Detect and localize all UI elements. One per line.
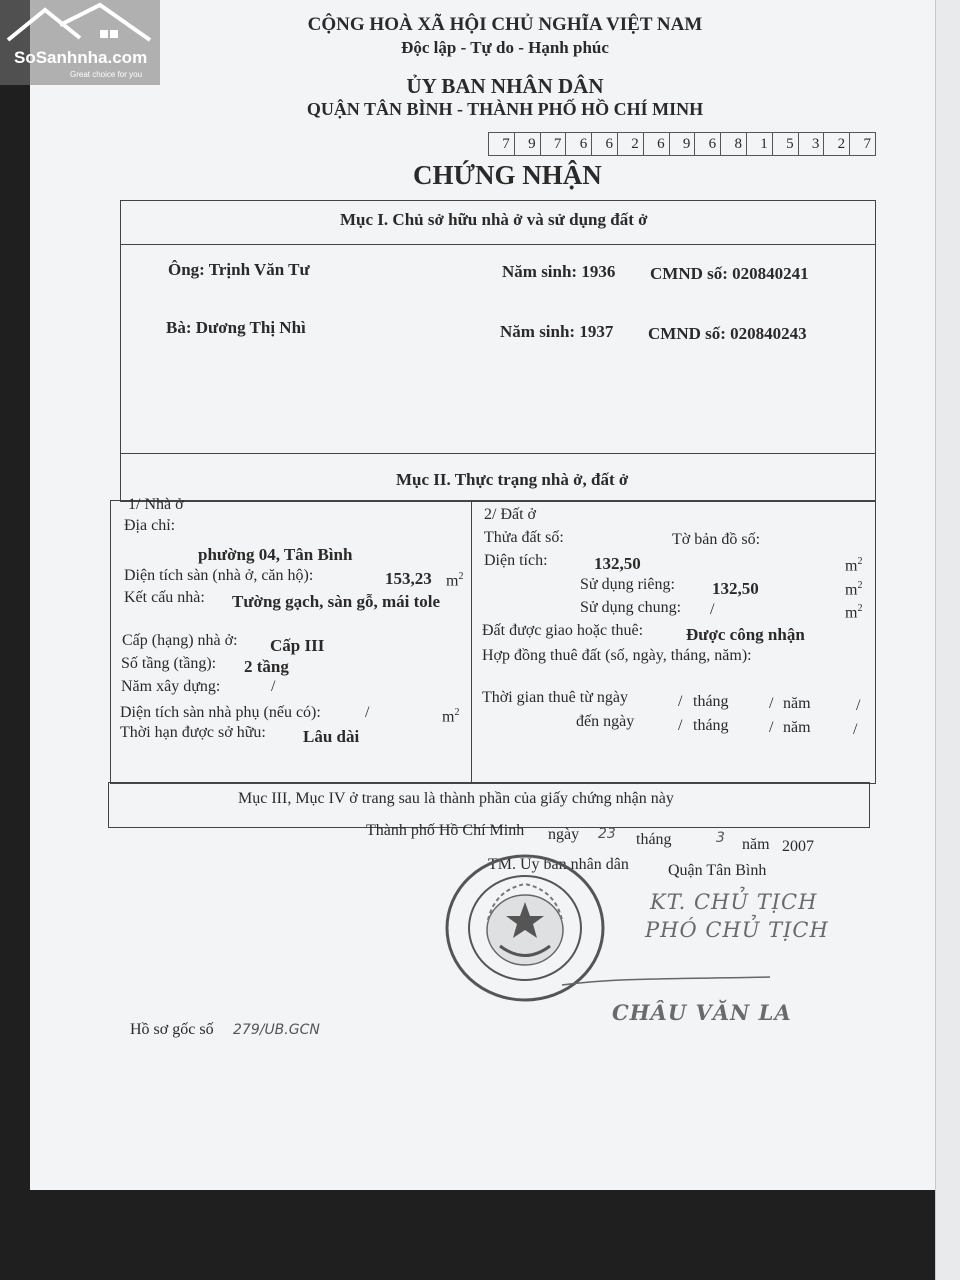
signer-name: CHÂU VĂN LA [612,1000,792,1025]
date-month-label: tháng [636,831,672,848]
district-heading: QUẬN TÂN BÌNH - THÀNH PHỐ HỒ CHÍ MINH [306,99,704,119]
watermark-tagline: Great choice for you [70,70,143,79]
lease-from-year-label: năm [783,695,811,712]
common-use-unit: $m^2$ [845,603,863,622]
section-frame-top [120,200,876,502]
authority-heading: ỦY BAN NHÂN DÂN [406,74,604,98]
aux-area-unit: $m^2$ [442,707,460,726]
date-day-label: ngày [548,826,580,843]
year-built-value: / [271,678,276,695]
signer-position-1: KT. CHỦ TỊCH [650,890,818,914]
private-use-value: 132,50 [712,579,759,598]
ownership-term-label: Thời hạn được sở hữu: [120,724,266,741]
record-label: Hồ sơ gốc số [130,1021,214,1038]
signer-position-2: PHÓ CHỦ TỊCH [645,918,829,942]
lease-to-month-label: tháng [693,717,729,734]
seal-text [440,850,441,851]
year-built-label: Năm xây dựng: [121,678,221,695]
address-label: Địa chỉ: [124,517,176,534]
lease-from-month-slash: / [769,695,774,712]
lease-to-year-label: năm [783,719,811,736]
common-use-label: Sử dụng chung: [580,599,682,616]
house-heading: 1/ Nhà ở [128,496,184,513]
section2-title: Mục II. Thực trạng nhà ở, đất ở [396,470,629,489]
owner1-name: Ông: Trịnh Văn Tư [168,260,310,279]
lease-to-year-slash: / [853,721,858,738]
lease-from-month-label: tháng [693,693,729,710]
ownership-term-value: Lâu dài [303,727,360,746]
owner2-birth: Năm sinh: 1937 [500,322,614,341]
committee-label: TM. Ủy ban nhân dân [488,856,629,873]
aux-area-value: / [365,704,370,721]
divider [120,244,876,245]
land-area-value: 132,50 [594,554,641,573]
lease-to-label: đến ngày [576,713,635,730]
allocation-label: Đất được giao hoặc thuê: [482,622,644,639]
lease-contract-label: Hợp đồng thuê đất (số, ngày, tháng, năm): [482,647,752,664]
floors-value: 2 tầng [244,657,289,676]
watermark-brand: SoSanhnha.com [14,48,148,67]
signature-stroke-icon [560,955,790,995]
private-use-label: Sử dụng riêng: [580,576,675,593]
signing-city: Thành phố Hồ Chí Minh [366,822,525,839]
floor-area-label: Diện tích sàn (nhà ở, căn hộ): [124,567,314,584]
lease-from-year-slash: / [856,697,861,714]
map-sheet-label: Tờ bản đồ số: [672,531,761,548]
private-use-unit: $m^2$ [845,580,863,599]
lease-to-day-slash: / [678,717,683,734]
grade-value: Cấp III [270,636,325,655]
motto: Độc lập - Tự do - Hạnh phúc [401,38,609,57]
divider [120,453,876,454]
divider [471,500,472,782]
floor-area-unit: $m^2$ [446,571,464,590]
common-use-value: / [710,601,715,618]
aux-area-label: Diện tích sàn nhà phụ (nếu có): [120,704,321,721]
land-area-label: Diện tích: [484,552,548,569]
allocation-value: Được công nhận [686,625,805,644]
page-edge [935,0,960,1280]
structure-value: Tường gạch, sàn gỗ, mái tole [232,592,441,611]
date-day-value: 23 [598,826,616,842]
committee-district: Quận Tân Bình [668,862,767,879]
lease-from-label: Thời gian thuê từ ngày [482,689,628,706]
grade-label: Cấp (hạng) nhà ở: [122,632,238,649]
owner1-birth: Năm sinh: 1936 [502,262,616,281]
document-title: CHỨNG NHẬN [413,160,602,190]
lease-to-month-slash: / [769,719,774,736]
date-month-value: 3 [716,830,725,846]
land-area-unit: $m^2$ [845,556,863,575]
owner2-id: CMND số: 020840243 [648,324,807,343]
floors-label: Số tầng (tầng): [121,655,217,672]
footer-note: Mục III, Mục IV ở trang sau là thành phần của giấy chứng nhận này [238,790,674,807]
owner2-name: Bà: Dương Thị Nhì [166,318,306,337]
date-year-value: 2007 [782,838,814,855]
floor-area-value: 153,23 [385,569,432,588]
plot-number-label: Thửa đất số: [484,529,564,546]
record-value: 279/UB.GCN [233,1022,320,1038]
section1-title: Mục I. Chủ sở hữu nhà ở và sử dụng đất ở [340,210,648,229]
country-heading: CỘNG HOÀ XÃ HỘI CHỦ NGHĨA VIỆT NAM [307,14,703,35]
serial-number: 7 9 7 6 6 2 6 9 6 8 1 5 3 2 7 [488,132,876,156]
land-heading: 2/ Đất ở [484,506,537,523]
owner1-id: CMND số: 020840241 [650,264,809,283]
date-year-label: năm [742,836,770,853]
address-value: phường 04, Tân Bình [198,545,353,564]
structure-label: Kết cấu nhà: [124,589,205,606]
lease-from-day-slash: / [678,693,683,710]
